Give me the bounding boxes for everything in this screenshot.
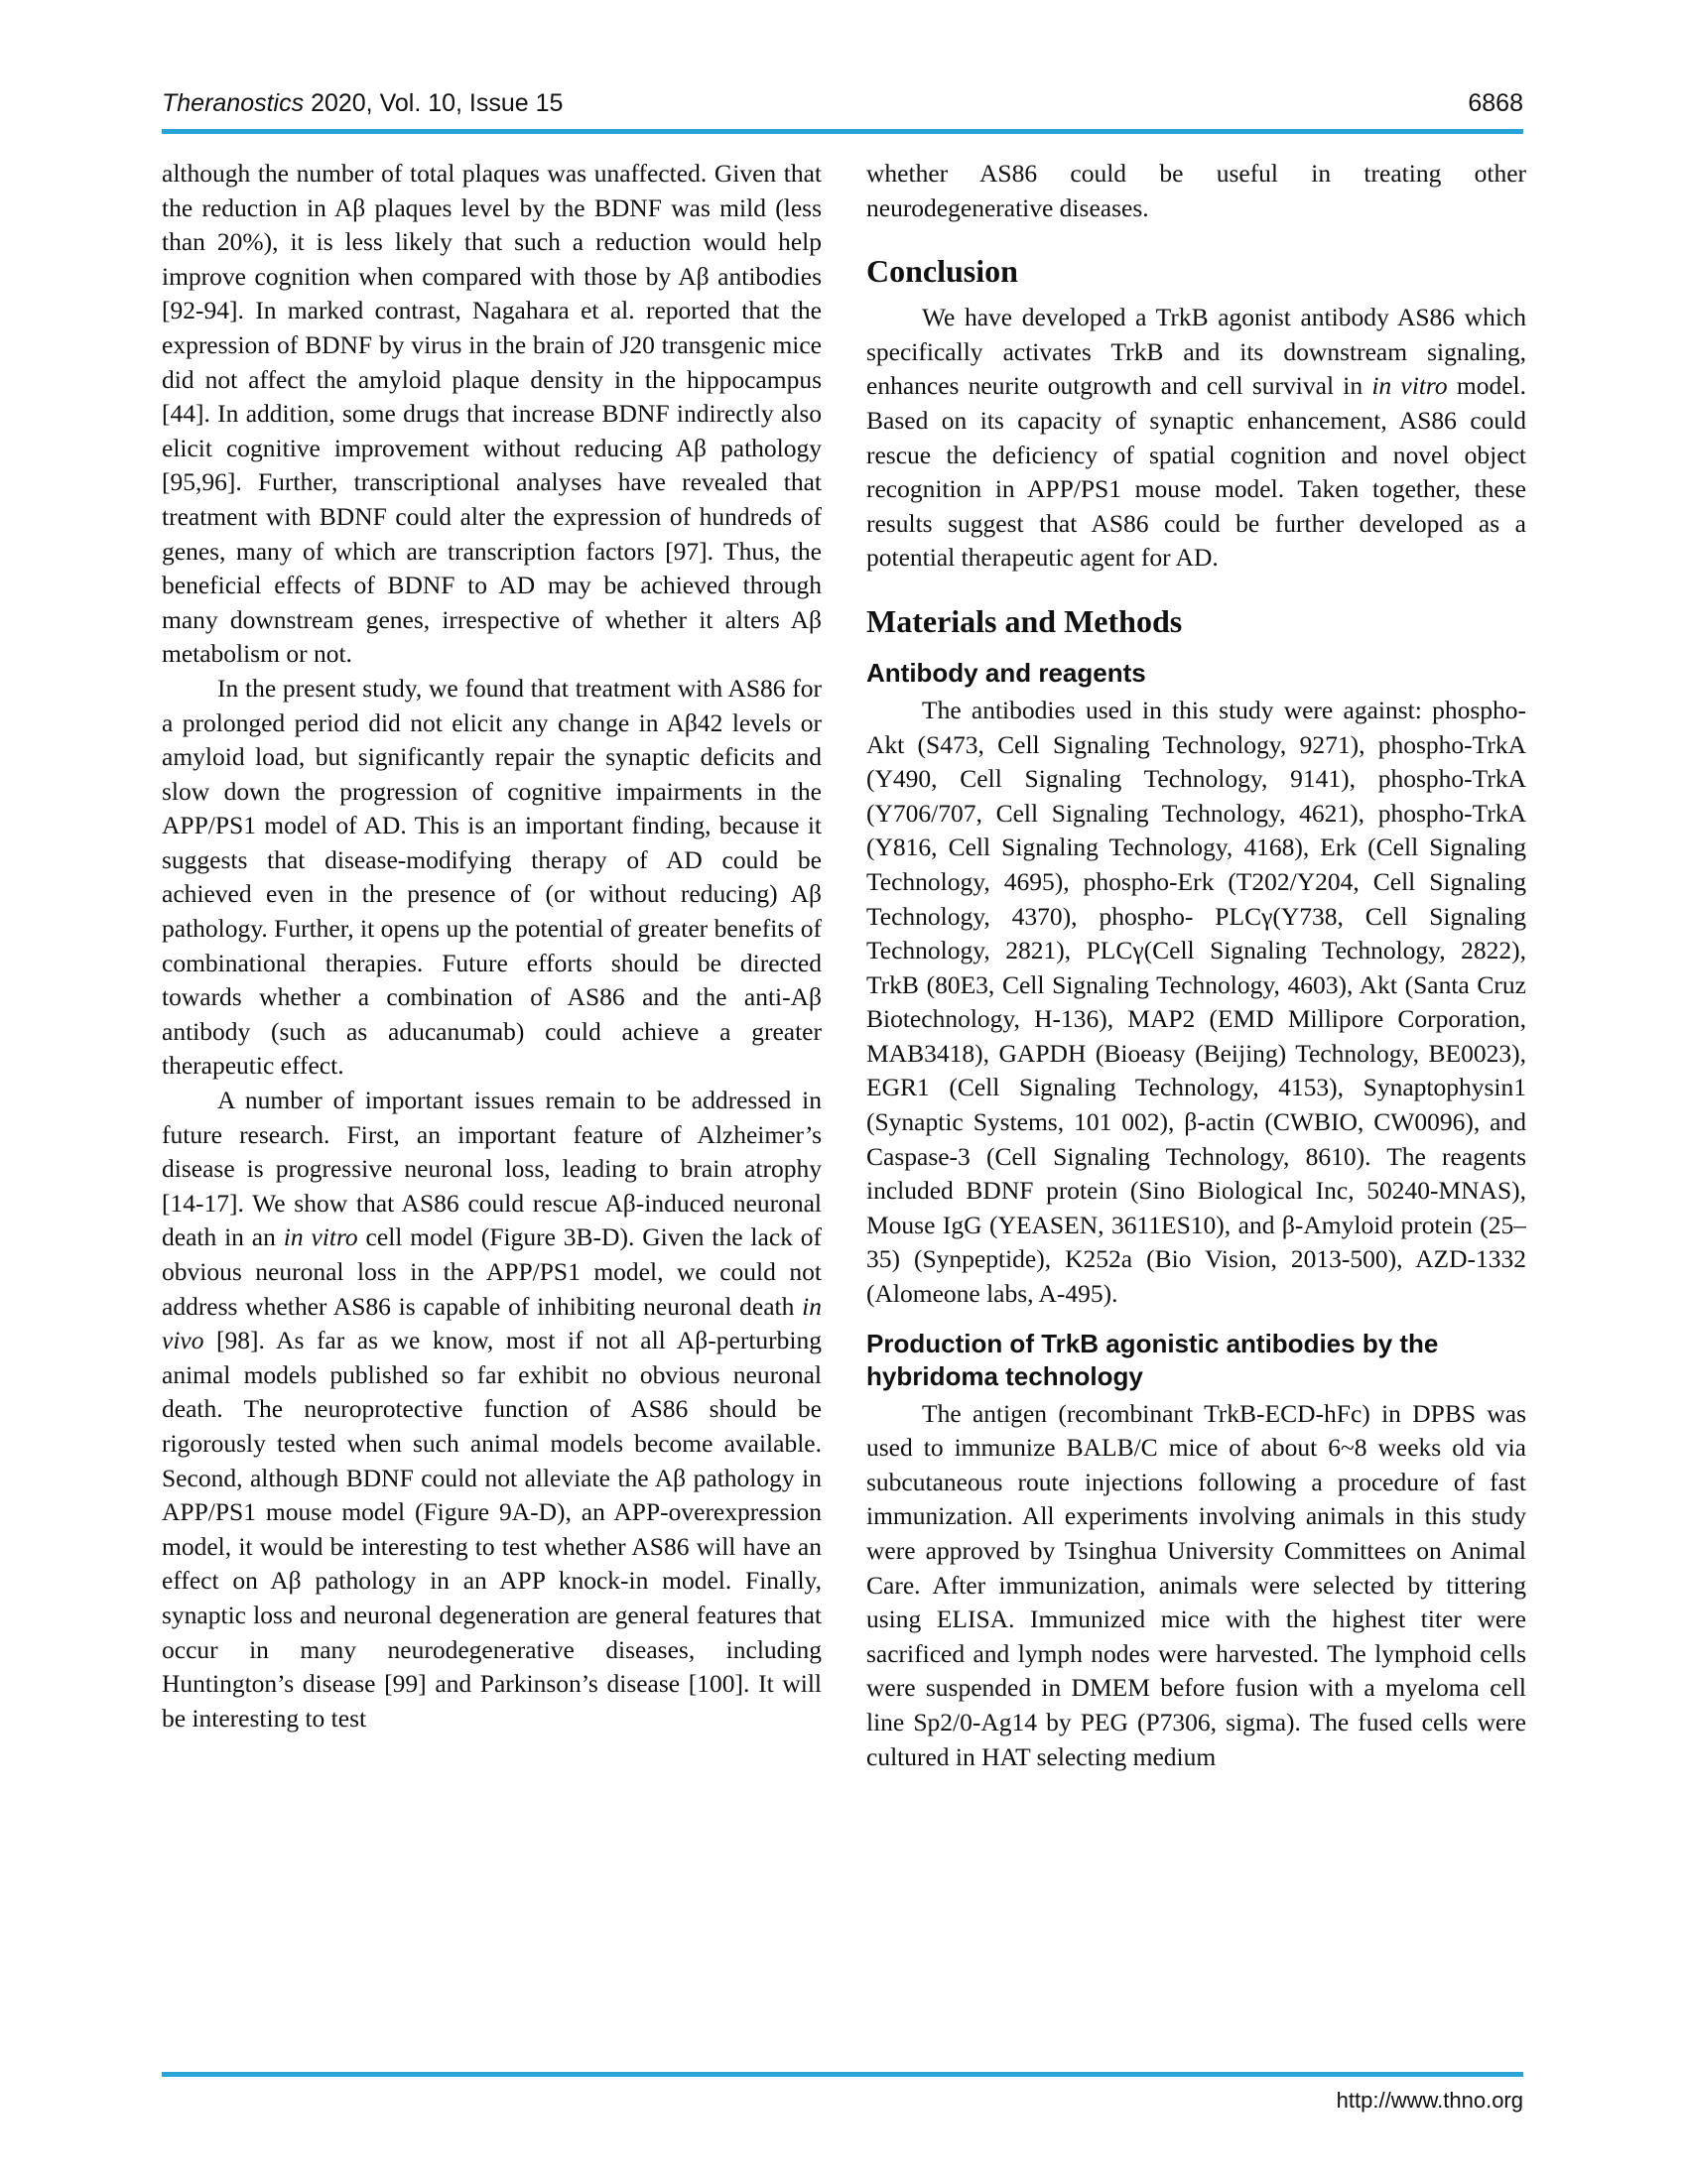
running-header <box>162 83 1523 123</box>
text-run: A number of important issues remain to be addressed in future research. First, an important feature of Alzheimer’s disease is progressive neuronal loss, leading to brain atrophy [14-17]. We show that AS86 could rescue Aβ-induced neuronal death in an <box>162 1086 822 1252</box>
paragraph: whether AS86 could be useful in treating other neurodegenerative diseases. <box>866 159 1526 222</box>
paragraph: although the number of total plaques was unaffected. Given that the reduction in Aβ plaques level by the BDNF was mild (less than 20%), it is less likely that such a reduction would help improve cognition when compared with those by Aβ antibodies [92-94]. In marked contrast, Nagahara et al. reported that the expression of BDNF by virus in the brain of J20 transgenic mice did not affect the amyloid plaque density in the hippocampus [44]. In addition, some drugs that increase BDNF indirectly also elicit cognitive improvement without reducing Aβ pathology [95,96]. Further, transcriptional analyses have revealed that treatment with BDNF could alter the expression of hundreds of genes, many of which are transcription factors [97]. Thus, the beneficial effects of BDNF to AD may be achieved through many downstream genes, irrespective of whether it alters Aβ metabolism or not. <box>162 159 822 669</box>
right-column <box>866 157 1526 2062</box>
subsection-heading-production: Production of TrkB agonistic antibodies by the hybridoma technology <box>866 1328 1439 1391</box>
paragraph: The antibodies used in this study were against: phospho-Akt (S473, Cell Signaling Technology, 9271), phospho-TrkA (Y490, Cell Signaling Technology, 9141), phospho-TrkA (Y706/707, Cell Signaling Technology, 4621), phospho-TrkA (Y816, Cell Signaling Technology, 4168), Erk (Cell Signaling Technology, 4695), phospho-Erk (T202/Y204, Cell Signaling Technology, 4370), phospho- PLCγ(Y738, Cell Signaling Technology, 2821), PLCγ(Cell Signaling Technology, 2822), TrkB (80E3, Cell Signaling Technology, 4603), Akt (Santa Cruz Biotechnology, H-136), MAP2 (EMD Millipore Corporation, MAB3418), GAPDH (Bioeasy (Beijing) Technology, BE0023), EGR1 (Cell Signaling Technology, 4153), Synaptophysin1 (Synaptic Systems, 101 002), β-actin (CWBIO, CW0096), and Caspase-3 (Cell Signaling Technology, 8610). The reagents included BDNF protein (Sino Biological Inc, 50240-MNAS), Mouse IgG (YEASEN, 3611ES10), and β-Amyloid protein (25–35) (Synpeptide), K252a (Bio Vision, 2013-500), AZD-1332 (Alomeone labs, A-495). <box>866 695 1526 1309</box>
section-heading-methods: Materials and Methods <box>866 602 1183 639</box>
paragraph: The antigen (recombinant TrkB-ECD-hFc) in DPBS was used to immunize BALB/C mice of about 6~8 weeks old via subcutaneous route injections following a procedure of fast immunization. All experiments involving animals in this study were approved by Tsinghua University Committees on Animal Care. After immunization, animals were selected by tittering using ELISA. Immunized mice with the highest titer were sacrificed and lymph nodes were harvested. The lymphoid cells were suspended in DMEM before fusion with a myeloma cell line Sp2/0-Ag14 by PEG (P7306, sigma). The fused cells were cultured in HAT selecting medium <box>866 1398 1526 1771</box>
text-run: We have developed a TrkB agonist antibody AS86 which specifically activates TrkB and its downstream signaling, enhances neurite outgrowth and cell survival in <box>866 303 1526 401</box>
italic-term: in vitro <box>283 1222 358 1252</box>
paragraph <box>162 1084 822 1735</box>
paragraph <box>866 301 1526 576</box>
italic-term: in vivo <box>162 1291 822 1355</box>
text-run: cell model (Figure 3B-D). Given the lack of obvious neuronal loss in the APP/PS1 model, we could not address whether AS86 is capable of inhibiting neuronal death <box>162 1222 822 1321</box>
section-heading-conclusion: Conclusion <box>866 253 1018 290</box>
italic-term: in vitro <box>1371 371 1448 401</box>
header-rule <box>162 129 1523 134</box>
left-column <box>162 157 822 2062</box>
paragraph: In the present study, we found that treatment with AS86 for a prolonged period did not elicit any change in Aβ42 levels or amyloid load, but significantly repair the synaptic deficits and slow down the progression of cognitive impairments in the APP/PS1 model of AD. This is an important finding, because it suggests that disease-modifying therapy of AD could be achieved even in the presence of (or without reducing) Aβ pathology. Further, it opens up the potential of greater benefits of combinational therapies. Future efforts should be directed towards whether a combination of AS86 and the anti-Aβ antibody (such as aducanumab) could achieve a greater therapeutic effect. <box>162 673 822 1081</box>
footer-url: http://www.thno.org <box>1336 2088 1523 2113</box>
journal-volume-issue: 2020, Vol. 10, Issue 15 <box>304 89 564 117</box>
journal-citation <box>162 89 563 118</box>
page-number: 6868 <box>1468 89 1523 117</box>
text-run: model. Based on its capacity of synaptic enhancement, AS86 could rescue the deficiency of spatial cognition and novel object recognition in APP/PS1 mouse model. Taken together, these results suggest that AS86 could be further developed as a potential therapeutic agent for AD. <box>866 371 1526 573</box>
text-run: [98]. As far as we know, most if not all Aβ-perturbing animal models published so far exhibit no obvious neuronal death. The neuroprotective function of AS86 should be rigorously tested when such animal models become available. Second, although BDNF could not alleviate the Aβ pathology in APP/PS1 mouse model (Figure 9A-D), an APP-overexpression model, it would be interesting to test whether AS86 will have an effect on Aβ pathology in an APP knock-in model. Finally, synaptic loss and neuronal degeneration are general features that occur in many neurodegenerative diseases, including Huntington’s disease [99] and Parkinson’s disease [100]. It will be interesting to test <box>162 1326 822 1733</box>
journal-name: Theranostics <box>162 89 305 117</box>
footer-rule <box>162 2072 1523 2077</box>
subsection-heading-antibody: Antibody and reagents <box>866 657 1146 688</box>
